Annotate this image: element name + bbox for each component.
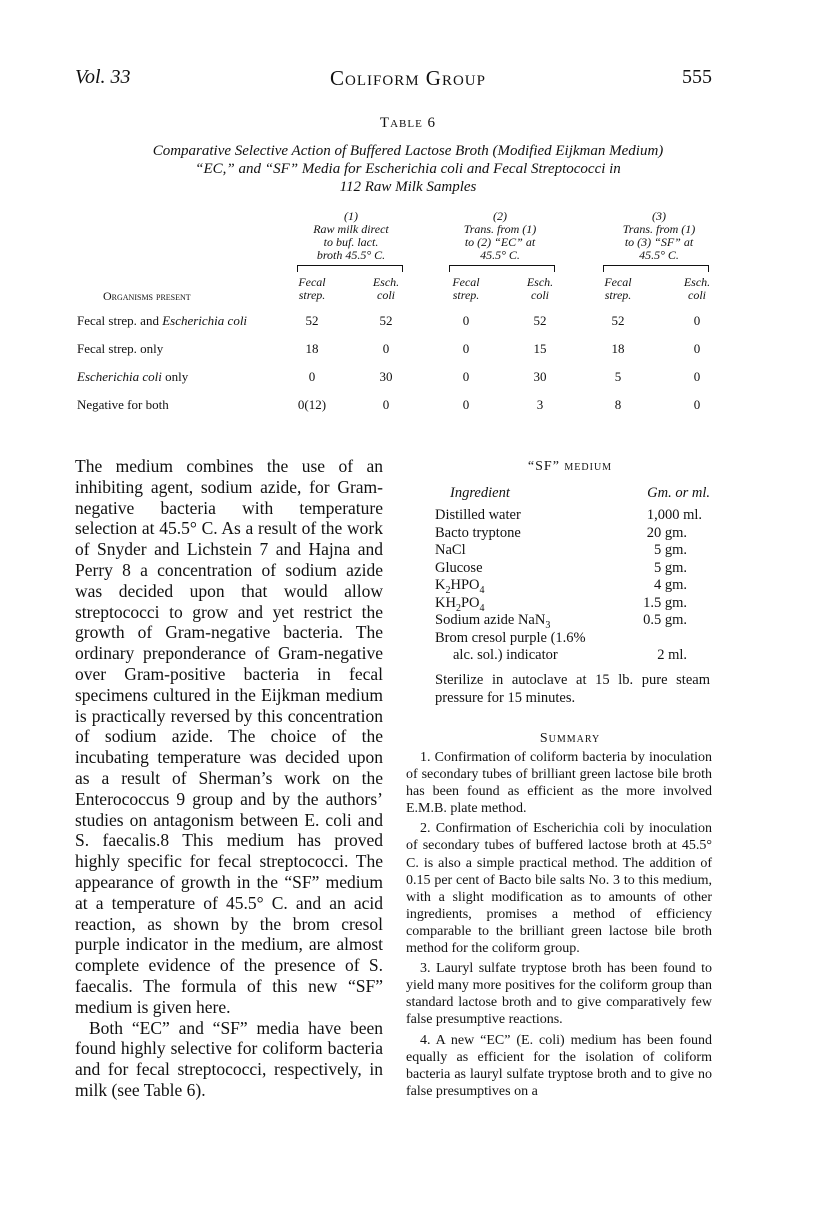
summary-heading: Summary	[539, 731, 601, 746]
running-title: Coliform Group	[330, 66, 486, 90]
ingredient-col-header: Ingredient	[450, 485, 510, 501]
subhead-fecal-strep	[596, 276, 640, 302]
table-cell: 52	[611, 313, 625, 328]
body-text	[75, 456, 383, 1101]
ingredient-amount: 2 ml.	[657, 647, 687, 663]
table-cell: 30	[379, 369, 393, 384]
ingredient-amount: 5 gm.	[653, 559, 687, 576]
group-line: to buf. lact.	[323, 235, 379, 249]
ingredient-amount: 20 gm.	[646, 524, 687, 541]
table-cell: 0	[693, 397, 701, 412]
group-line: Trans. from (1)	[463, 222, 537, 236]
group-header-1	[295, 210, 407, 262]
group-line: 45.5° C.	[639, 248, 679, 262]
group-brace-1	[297, 265, 403, 272]
table-cell: 0	[693, 313, 701, 328]
table-cell: 0	[693, 369, 701, 384]
ingredient-name: NaCl	[435, 542, 466, 558]
ingredient-name: $KH_2PO_4$	[435, 594, 485, 614]
caption-line: 112 Raw Milk Samples	[339, 179, 477, 195]
subhead-esch-coli	[364, 276, 408, 302]
table-row-label: Escherichia coli only	[77, 369, 189, 384]
table-row-label: Negative for both	[77, 397, 169, 412]
subhead-line: Esch.	[526, 275, 554, 289]
ingredient-name: $K_2HPO_4$	[435, 577, 485, 596]
table-cell: 0	[382, 397, 390, 412]
subhead-line: Fecal	[604, 275, 632, 289]
subhead-fecal-strep	[444, 276, 488, 302]
subhead-line: Esch.	[683, 275, 711, 289]
table-cell: 8	[614, 397, 622, 412]
ingredient-row	[435, 507, 710, 525]
summary-item: 2. Confirmation of Escherichia coli by inoculation of secondary tubes of buffered lactose broth at 45.5° C. is also a simple practical method. The addition of 0.15 per cent of Bacto bile salts No. 3 to this medium, with a slight modification as to amounts of other ingredients, promises a method of efficiency comparable to the brilliant green lactose bile broth method for the coliform group.	[406, 821, 712, 957]
page-number: 555	[682, 66, 712, 88]
sf-medium-heading: “SF” medium	[527, 459, 613, 474]
row-header: Organisms present	[103, 289, 191, 303]
ingredient-name: Brom cresol purple (1.6%	[435, 629, 586, 646]
subhead-line: coli	[377, 288, 395, 302]
subhead-line: strep.	[298, 288, 326, 302]
group-line: Raw milk direct	[313, 222, 389, 236]
ingredient-amount: 0.5 gm.	[643, 612, 687, 628]
group-brace-2	[449, 265, 555, 272]
table-cell: 15	[533, 341, 547, 356]
table-cell: 0	[382, 341, 390, 356]
ingredient-row	[435, 630, 710, 648]
ingredient-name: alc. sol.) indicator	[453, 647, 558, 663]
table-cell: 52	[533, 313, 547, 328]
table-row-label: Fecal strep. and Escherichia coli	[77, 313, 248, 328]
subhead-esch-coli	[675, 276, 719, 302]
table-cell: 5	[614, 369, 622, 384]
ingredient-header	[435, 485, 710, 507]
table-cell: 0	[462, 313, 470, 328]
subhead-line: strep.	[604, 288, 632, 302]
ingredient-row	[435, 525, 710, 543]
ingredient-name: Sodium azide NaN$_3$	[435, 612, 551, 631]
ingredient-row	[435, 577, 710, 595]
ingredient-name: Bacto tryptone	[435, 524, 521, 541]
summary-item: 3. Lauryl sulfate tryptose broth has been found to yield many more positives for the coliform group than standard lactose broth and to give comparatively few false presumptive reactions.	[406, 961, 712, 1028]
ingredient-amount: 4 gm.	[653, 577, 687, 593]
table-cell: 0(12)	[297, 397, 327, 412]
table-cell: 0	[693, 341, 701, 356]
ingredient-row	[435, 595, 710, 613]
group-line: broth 45.5° C.	[316, 248, 386, 262]
table-title: Table 6	[379, 115, 437, 131]
table-cell: 52	[305, 313, 319, 328]
summary-item: 1. Confirmation of coliform bacteria by inoculation of secondary tubes of brilliant green lactose bile broth has been found as efficient as the more involved E.M.B. plate method.	[406, 750, 712, 817]
summary-item: 4. A new “EC” (E. coli) medium has been found equally as efficient for the isolation of coliform bacteria as lauryl sulfate tryptose broth and to give no false presumptives on a	[406, 1032, 712, 1099]
ingredient-row	[435, 647, 710, 665]
subhead-line: Fecal	[298, 275, 326, 289]
table-cell: 3	[536, 397, 544, 412]
table-cell: 0	[308, 369, 316, 384]
table-cell: 18	[305, 341, 319, 356]
subhead-fecal-strep	[290, 276, 334, 302]
caption-line: “EC,” and “SF” Media for Escherichia coli and Fecal Streptococci in	[195, 161, 621, 177]
group-number: (3)	[652, 209, 666, 223]
group-number: (1)	[344, 209, 358, 223]
amount-col-header: Gm. or ml.	[647, 485, 710, 501]
subhead-line: Fecal	[452, 275, 480, 289]
group-header-2	[445, 210, 555, 262]
table-caption	[60, 142, 756, 196]
body-paragraph: The medium combines the use of an inhibiting agent, sodium azide, for Gram-negative bacteria with temperature selection at 45.5° C. As a result of the work of Snyder and Lichstein 7 and Hajna and Perry 8 a concentration of sodium azide was decided upon that would allow streptococci to grow and yet restrict the growth of Gram-negative bacteria. The ordinary preponderance of Gram-negative over Gram-positive bacteria in fecal specimens cultured in the Eijkman medium is practically reversed by this concentration of sodium azide. The choice of the incubating temperature was decided upon as a result of Sherman’s work on the Enterococcus 9 group and by the authors’ studies on antagonism between E. coli and S. faecalis.8 This medium has proved highly specific for fecal streptococci. The appearance of growth in the “SF” medium at a temperature of 45.5° C. and an acid reaction, as shown by the brom cresol purple indicator in the medium, are almost complete evidence of the presence of S. faecalis. The formula of this new “SF” medium is given here.	[75, 456, 383, 1017]
group-line: to (3) “SF” at	[624, 235, 694, 249]
ingredient-name: Distilled water	[435, 507, 521, 523]
table-cell: 0	[462, 341, 470, 356]
ingredient-amount: 5 gm.	[653, 542, 687, 558]
summary-list	[406, 749, 712, 1100]
group-number: (2)	[493, 209, 507, 223]
subhead-line: coli	[688, 288, 706, 302]
group-line: to (2) “EC” at	[464, 235, 536, 249]
table-row-label: Fecal strep. only	[77, 341, 164, 356]
body-paragraph: Both “EC” and “SF” media have been found highly selective for coliform bacteria and for fecal streptococci, respectively, in milk (see Table 6).	[75, 1017, 383, 1100]
table-cell: 52	[379, 313, 393, 328]
subhead-line: coli	[531, 288, 549, 302]
ingredient-name: Glucose	[435, 559, 483, 576]
ingredient-row	[435, 542, 710, 560]
table-cell: 30	[533, 369, 547, 384]
group-header-3	[603, 210, 715, 262]
ingredient-amount: 1.5 gm.	[643, 594, 687, 611]
volume-label: Vol. 33	[75, 66, 131, 88]
ingredient-row	[435, 612, 710, 630]
sterilize-note: Sterilize in autoclave at 15 lb. pure steam pressure for 15 minutes.	[435, 672, 710, 706]
group-line: 45.5° C.	[480, 248, 520, 262]
subhead-esch-coli	[518, 276, 562, 302]
group-line: Trans. from (1)	[622, 222, 696, 236]
ingredient-table	[435, 485, 710, 665]
table-cell: 0	[462, 397, 470, 412]
table-cell: 0	[462, 369, 470, 384]
group-brace-3	[603, 265, 709, 272]
table-cell: 18	[611, 341, 625, 356]
ingredient-amount: 1,000 ml.	[646, 507, 702, 523]
subhead-line: strep.	[452, 288, 480, 302]
subhead-line: Esch.	[372, 275, 400, 289]
caption-line: Comparative Selective Action of Buffered Lactose Broth (Modified Eijkman Medium)	[152, 143, 664, 159]
ingredient-row	[435, 560, 710, 578]
